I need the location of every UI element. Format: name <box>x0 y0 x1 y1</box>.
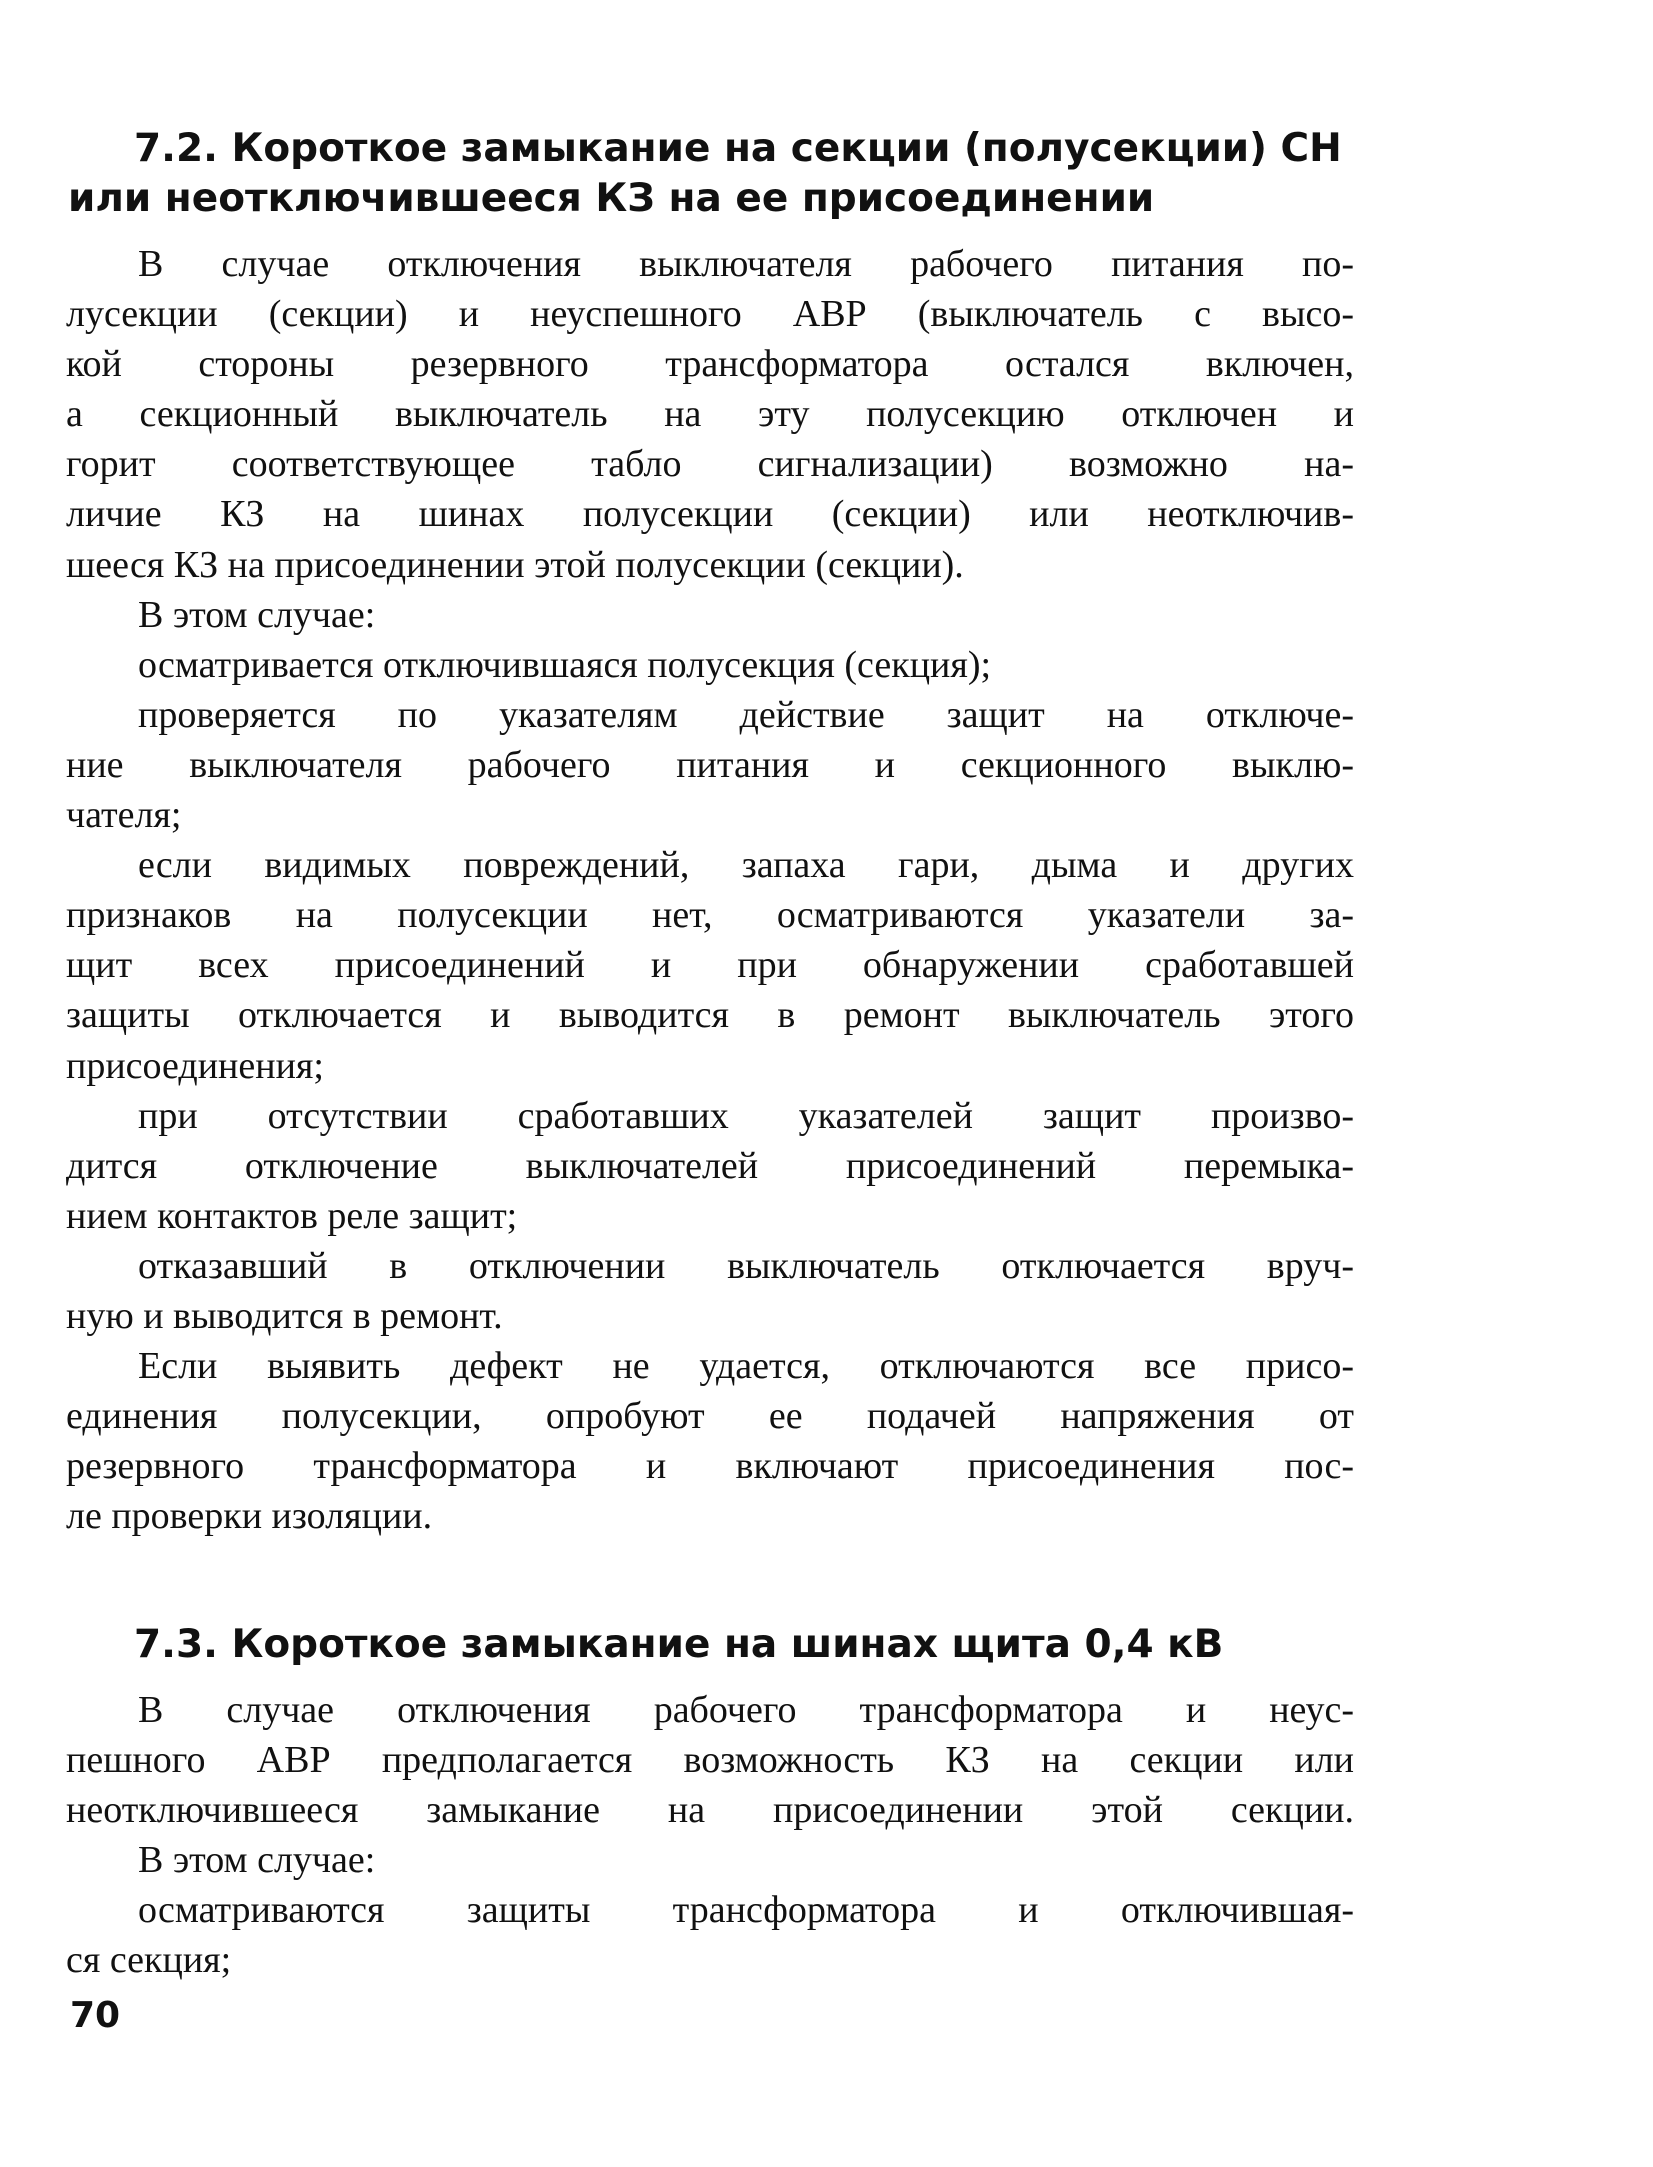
text-line: лусекции (секции) и неуспешного АВР (выключатель с высо- <box>66 293 1354 336</box>
heading-line: 7.2. Короткое замыкание на секции (полусекции) СН <box>134 126 1342 171</box>
section-7-3-heading <box>68 1620 1398 1670</box>
text-line: чателя; <box>66 794 182 837</box>
text-line: если видимых повреждений, запаха гари, дыма и других <box>138 844 1354 887</box>
text-line: осматривается отключившаяся полусекция (секция); <box>138 643 992 686</box>
text-line: ную и выводится в ремонт. <box>66 1294 503 1337</box>
text-line: пешного АВР предполагается возможность КЗ на секции или <box>66 1739 1354 1782</box>
text-line: признаков на полусекции нет, осматриваются указатели за- <box>66 894 1354 937</box>
text-line: ся секция; <box>66 1939 232 1982</box>
text-line: отказавший в отключении выключатель отключается вруч- <box>138 1244 1354 1287</box>
text-line: В случае отключения рабочего трансформатора и неус- <box>138 1689 1354 1731</box>
text-line: резервного трансформатора и включают присоединения пос- <box>66 1445 1354 1488</box>
text-line: личие КЗ на шинах полусекции (секции) или неотключив- <box>66 493 1354 536</box>
section-7-3-body <box>66 1685 1354 1986</box>
page-number: 70 <box>70 1995 121 2036</box>
text-line: осматриваются защиты трансформатора и отключившая- <box>138 1889 1354 1932</box>
section-7-2-body <box>66 239 1354 1541</box>
text-line: проверяется по указателям действие защит на отключе- <box>138 693 1354 736</box>
text-line: неотключившееся замыкание на присоединении этой секции. <box>66 1789 1354 1832</box>
text-line: ле проверки изоляции. <box>66 1495 433 1538</box>
heading-line: 7.3. Короткое замыкание на шинах щита 0,4 кВ <box>134 1622 1224 1667</box>
text-line: шееся КЗ на присоединении этой полусекции (секции). <box>66 543 964 586</box>
text-line: нием контактов реле защит; <box>66 1194 518 1237</box>
text-line: присоединения; <box>66 1044 324 1087</box>
text-line: защиты отключается и выводится в ремонт выключатель этого <box>66 994 1354 1037</box>
text-line: при отсутствии сработавших указателей защит произво- <box>138 1094 1354 1137</box>
text-line: В случае отключения выключателя рабочего питания по- <box>138 243 1354 285</box>
text-line: Если выявить дефект не удается, отключаются все присо- <box>138 1345 1354 1388</box>
text-line: дится отключение выключателей присоединений перемыка- <box>66 1144 1354 1187</box>
text-line: ние выключателя рабочего питания и секционного выклю- <box>66 743 1354 786</box>
text-line: горит соответствующее табло сигнализации) возможно на- <box>66 443 1354 486</box>
text-line: а секционный выключатель на эту полусекцию отключен и <box>66 393 1354 436</box>
text-line: В этом случае: <box>138 593 376 636</box>
text-line: единения полусекции, опробуют ее подачей напряжения от <box>66 1395 1354 1438</box>
text-line: кой стороны резервного трансформатора остался включен, <box>66 343 1354 386</box>
heading-line: или неотключившееся КЗ на ее присоединении <box>68 176 1155 221</box>
text-line: В этом случае: <box>138 1839 376 1882</box>
text-line: щит всех присоединений и при обнаружении сработавшей <box>66 944 1354 987</box>
section-7-2-heading <box>68 124 1398 224</box>
